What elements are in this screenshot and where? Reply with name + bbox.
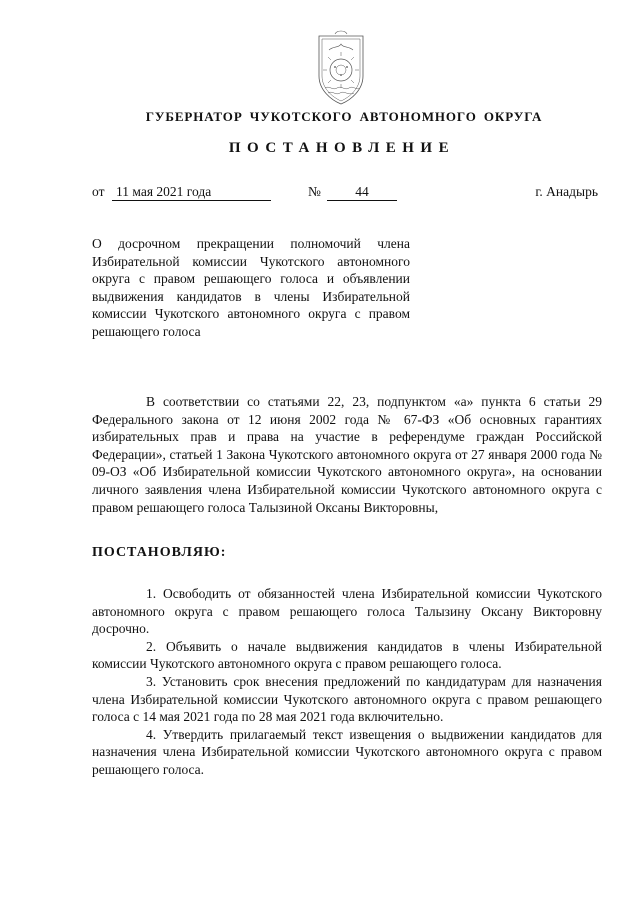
decree-item-2: 2. Объявить о начале выдвижения кандидатов в члены Избирательной комиссии Чукотского автономного округа с правом решающего голоса. (92, 638, 602, 672)
decree-item-4: 4. Утвердить прилагаемый текст извещения о выдвижении кандидатов для назначения члена Избирательной комиссии Чукотского автономного округа с правом решающего голоса. (92, 726, 602, 777)
decree-item-3: 3. Установить срок внесения предложений по кандидатурам для назначения члена Избирательной комиссии Чукотского автономного округа с правом решающего голоса с 14 мая 2021 года по 28 мая 2021 года включительно. (92, 673, 602, 725)
decree-heading: ПОСТАНОВЛЯЮ: (92, 545, 227, 560)
document-subject: О досрочном прекращении полномочий члена Избирательной комиссии Чукотского автономного округа с правом решающего голоса и объявлении выдвижения кандидатов в члены Избирательной комиссии Чукотского автономного округа с правом решающего голоса (92, 236, 410, 339)
document-date: 11 мая 2021 года (112, 184, 271, 201)
decree-items (92, 585, 602, 779)
coat-of-arms-emblem (313, 30, 369, 108)
preamble-paragraph: В соответствии со статьями 22, 23, подпунктом «а» пункта 6 статьи 29 Федерального закона от 12 июня 2002 года № 67-ФЗ «Об основных гарантиях избирательных прав и права на участие в референдуме граждан Российской Федерации», статьей 1 Закона Чукотского автономного округа от 27 января 2000 года № 09-ОЗ «Об Избирательной комиссии Чукотского автономного округа», на основании личного заявления члена Избирательной комиссии Чукотского автономного округа с правом решающего голоса Талызиной Оксаны Викторовны, (92, 394, 602, 515)
document-place: г. Анадырь (535, 184, 598, 199)
issuer-title: ГУБЕРНАТОР ЧУКОТСКОГО АВТОНОМНОГО ОКРУГА (145, 109, 543, 124)
number-sign: № (308, 184, 321, 199)
date-prefix: от (92, 184, 105, 199)
date-number-line (0, 184, 640, 206)
document-number: 44 (327, 184, 397, 201)
decree-item-1: 1. Освободить от обязанностей члена Избирательной комиссии Чукотского автономного округа с правом решающего голоса Талызину Оксану Викторовну досрочно. (92, 586, 602, 637)
document-type-title: ПОСТАНОВЛЕНИЕ (228, 140, 456, 156)
